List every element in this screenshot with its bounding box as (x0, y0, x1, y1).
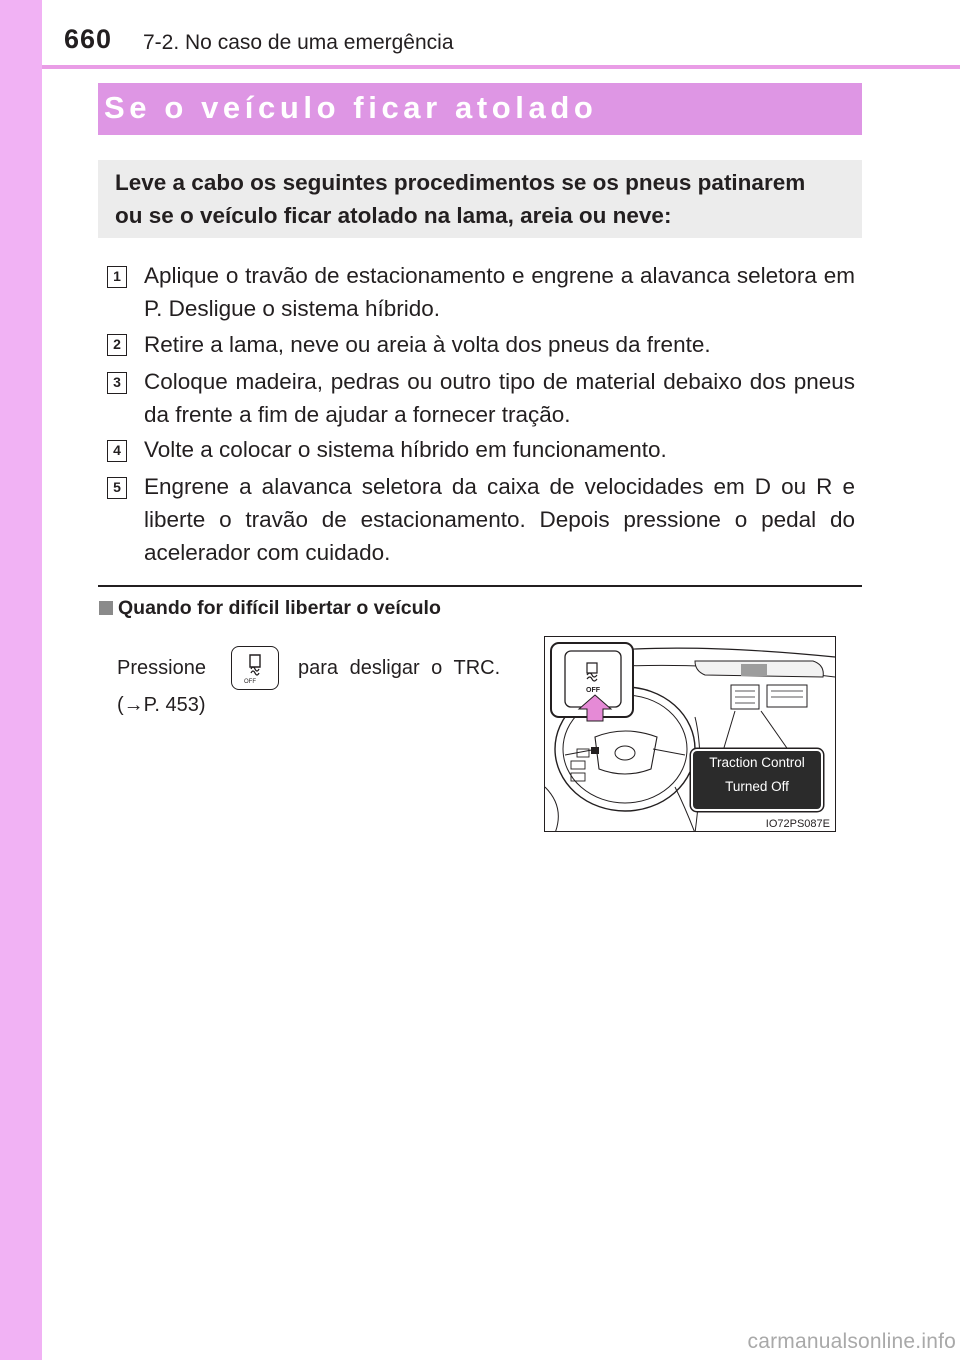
trc-off-button-icon (231, 646, 279, 690)
step-text-4: Volte a colocar o sistema híbrido em funcionamento. (144, 437, 667, 462)
subsection-marker-icon (99, 601, 113, 615)
section-divider (98, 585, 862, 587)
page-number: 660 (64, 24, 113, 54)
section-breadcrumb: 7-2. No caso de uma emergência (143, 31, 454, 54)
step-text-2: Retire a lama, neve ou areia à volta dos pneus da frente. (144, 332, 711, 357)
subsection-heading: Quando for difícil libertar o veículo (118, 597, 441, 619)
traction-control-message (693, 751, 821, 809)
intro-line-2: ou se o veículo ficar atolado na lama, areia ou neve: (115, 203, 672, 228)
step-text-1: Aplique o travão de estacionamento e engrene a alavanca seletora em P. Desligue o sistema híbrido. (144, 263, 855, 321)
page-reference: (→P. 453) (117, 694, 206, 716)
step-text-3: Coloque madeira, pedras ou outro tipo de material debaixo dos pneus da frente a fim de ajudar a fornecer tração. (144, 369, 855, 427)
watermark: carmanualsonline.info (747, 1330, 956, 1353)
inline-button-off-label: OFF (244, 679, 256, 685)
step-number-1: 1 (107, 266, 127, 288)
step-text-5: Engrene a alavanca seletora da caixa de velocidades em D ou R e liberte o travão de estacionamento. Depois pressione o pedal do acelerador com cuidado. (144, 474, 855, 565)
page-title: Se o veículo ficar atolado (104, 90, 598, 125)
figure-code: IO72PS087E (765, 818, 830, 830)
section-title-band (98, 83, 862, 135)
header-rule (42, 65, 960, 69)
step-number-4: 4 (107, 440, 127, 462)
step-number-2: 2 (107, 334, 127, 356)
intro-box (98, 160, 862, 238)
figure-button-off-label: OFF (586, 687, 600, 694)
intro-line-1: Leve a cabo os seguintes procedimentos se os pneus patinarem (115, 170, 806, 195)
step-number-3: 3 (107, 372, 127, 394)
side-color-bar (0, 0, 42, 1360)
message-line-2: Turned Off (725, 779, 789, 794)
dashboard-illustration (544, 636, 836, 832)
step-number-5: 5 (107, 477, 127, 499)
press-rest-text: para desligar o TRC. (298, 657, 501, 679)
press-word: Pressione (117, 657, 206, 679)
message-line-1: Traction Control (709, 755, 805, 770)
